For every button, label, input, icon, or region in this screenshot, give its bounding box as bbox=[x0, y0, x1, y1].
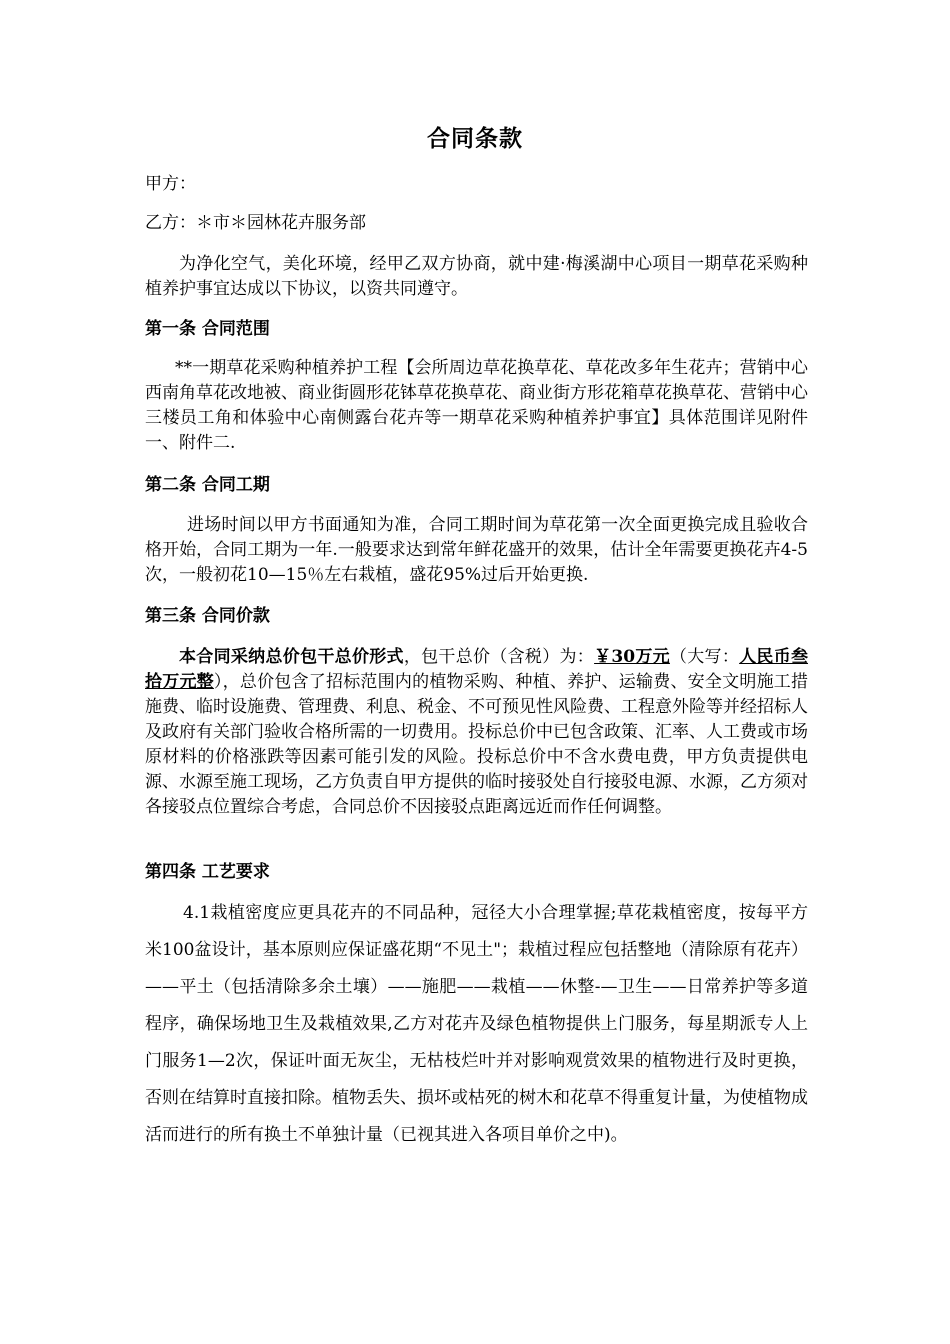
section-2-heading: 第二条 合同工期 bbox=[145, 475, 270, 495]
section-4-heading: 第四条 工艺要求 bbox=[145, 862, 270, 882]
contract-price-words: 人民币叁拾万元整 bbox=[145, 647, 809, 692]
document-title: 合同条款 bbox=[427, 126, 523, 152]
section-3-rest: ），总价包含了招标范围内的植物采购、种植、养护、运输费、安全文明施工措施费、临时设施费、管理费、利息、税金、不可预见性风险费、工程意外险等并经招标人及政府有关部门验收合格所需的一切费用。投标总价中已包含政策、汇率、人工费或市场原材料的价格涨跌等因素可能引发的风险。投标总价中不含水费电费，甲方负责提供电源、水源至施工现场，乙方负责自甲方提供的临时接驳处自行接驳电源、水源，乙方须对各接驳点位置综合考虑，合同总价不因接驳点距离远近而作任何调整。 bbox=[145, 672, 809, 817]
section-3-paren-open: （大写： bbox=[669, 647, 740, 667]
section-3-heading: 第三条 合同价款 bbox=[145, 606, 270, 626]
party-a-line: 甲方： bbox=[145, 174, 196, 194]
section-3-mid: ，包干总价（含税）为： bbox=[403, 647, 595, 667]
section-1-heading: 第一条 合同范围 bbox=[145, 319, 270, 339]
section-1-body: **一期草花采购种植养护工程【会所周边草花换草花、草花改多年生花卉；营销中心西南角草花改地被、商业街圆形花钵草花换草花、商业街方形花箱草花换草花、营销中心三楼员工角和体验中心南侧露台花卉等一期草花采购种植养护事宜】具体范围详见附件一、附件二. bbox=[145, 358, 808, 453]
section-3-body bbox=[145, 645, 808, 820]
section-3-lead: 本合同采纳总价包干总价形式 bbox=[179, 647, 404, 667]
contract-price: ￥30万元 bbox=[594, 647, 670, 667]
section-4-body: 4.1栽植密度应更具花卉的不同品种，冠径大小合理掌握;草花栽植密度，按每平方米100盆设计，基本原则应保证盛花期“不见土"；栽植过程应包括整地（清除原有花卉）——平土（包括清除多余土壤）——施肥——栽植——休整-—卫生——日常养护等多道程序，确保场地卫生及栽植效果,乙方对花卉及绿色植物提供上门服务，每星期派专人上门服务1—2次，保证叶面无灰尘，无枯枝烂叶并对影响观赏效果的植物进行及时更换，否则在结算时直接扣除。植物丢失、损坏或枯死的树木和花草不得重复计量，为使植物成活而进行的所有换土不单独计量（已视其进入各项目单价之中)。 bbox=[145, 903, 808, 1145]
section-2-body: 进场时间以甲方书面通知为准，合同工期时间为草花第一次全面更换完成且验收合格开始，合同工期为一年.一般要求达到常年鲜花盛开的效果，估计全年需要更换花卉4-5次，一般初花10—15％左右栽植，盛花95%过后开始更换. bbox=[145, 515, 808, 585]
party-b-line: 乙方：＊市＊园林花卉服务部 bbox=[145, 213, 366, 233]
intro-paragraph: 为净化空气，美化环境，经甲乙双方协商，就中建·梅溪湖中心项目一期草花采购种植养护事宜达成以下协议，以资共同遵守。 bbox=[145, 254, 808, 299]
